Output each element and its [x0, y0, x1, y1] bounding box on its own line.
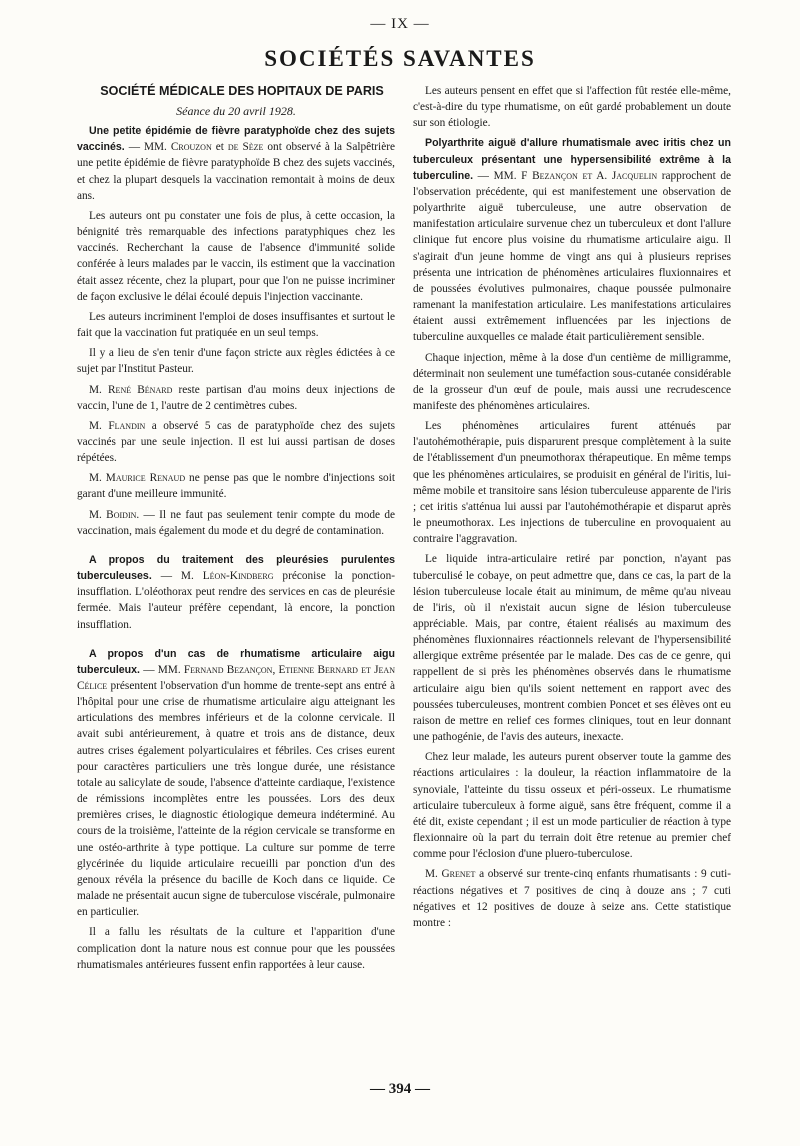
article-3-paragraph-2: Il a fallu les résultats de la culture et l'apparition d'une complication dont la nature nous est connue pour que les poussées rhumatismales antérieures fussent enfin rapportées à leur cause.: [77, 926, 395, 971]
article-4-paragraph-3: Les phénomènes articulaires furent atténués par l'autohémothérapie, puis disparurent presque complètement à la suite de l'établissement d'un pneumothorax thérapeutique. En même temps que les phénomènes articulaires, se produisit en général de l'iritis, lui-même mobile et transitoire sans lésion tuberculeuse apparente de l'iris ; cet iritis s'atténua lui aussi par l'autohémothérapie et disparut après le pneumothorax. Les injections de tuberculine en provoquaient au contraire l'aggravation.: [413, 420, 731, 546]
author-name: de Sèze: [227, 141, 264, 154]
article-1-paragraph-2: Les auteurs ont pu constater une fois de plus, à cette occasion, la bénignité très remarquable des infections paratyphiques chez les vaccinés. Recherchant la cause de l'absence d'immunité solide conférée à leurs malades par le vaccin, ils estiment que la vaccination était assez récente, chez la plupart, pour que l'on ne puisse incriminer de façon exclusive le délai écoulé depuis l'injection vaccinante.: [77, 209, 395, 303]
speaker-name: M. Grenet: [425, 868, 476, 881]
section-title: SOCIÉTÉS SAVANTES: [264, 46, 536, 71]
article-4-paragraph-4: Le liquide intra-articulaire retiré par ponction, n'ayant pas tuberculisé le cobaye, on peut admettre que, dans ce cas, la part de la lésion tuberculeuse locale était au minimum, de même qu'au niveau de l'iris, où il n'existait aucun signe de lésion tuberculeuse appréciable. Mais, par contre, étaient réalisés au maximum des phénomènes fluxionnaires réactionnels relevant de l'hypersensibilité allergique extrême présentée par le malade. Des cas de ce genre, qui rappellent de si près les phénomènes observés dans le rhumatisme articulaire aigu bien qu'ils soient nettement en rapport avec des poussées tuberculeuses, montrent combien Poncet et ses élèves ont eu raison de mettre en relief ces formes cliniques, tout en leur donnant une pathogénie, de l'avis des auteurs, inexacte.: [413, 553, 731, 744]
article-1-paragraph-8: M. Boidin. — Il ne faut pas seulement tenir compte du mode de vaccination, mais également du mode et du degré de contamination.: [77, 508, 396, 537]
article-1-paragraph-6: M. Flandin a observé 5 cas de paratyphoïde chez des sujets vaccinés par une seule injection. Il est lui aussi partisan de doses répétées.: [77, 419, 395, 465]
article-3-paragraph-3: Les auteurs pensent en effet que si l'affection fût restée elle-même, c'est-à-dire du type rhumatisme, on eût gardé probablement un doute sur son étiologie.: [413, 85, 731, 130]
article-1-title: Une petite épidémie de fièvre paratyphoïde chez des sujets vaccinés.: [77, 125, 395, 154]
article-5-paragraph-1: M. Grenet a observé sur trente-cinq enfants rhumatisants : 9 cuti-réactions négatives et 7 positives de cinq à douze ans ; 7 cuti négatives et 12 positives de douze à seize ans. Cette statistique montre :: [413, 868, 732, 929]
article-2-paragraph-1: A propos du traitement des pleurésies purulentes tuberculeuses. — M. Léon-Kindberg préconise la ponction-insufflation. L'oléothorax peut rendre des services en cas de pleurésie fermée. Mais l'auteur préfère cependant, là encore, la ponction insufflation.: [77, 553, 395, 631]
article-1-paragraph-7: M. Maurice Renaud ne pense pas que le nombre d'injections soit garant d'une meilleure immunité.: [77, 472, 395, 501]
speaker-name: M. René Bénard: [89, 383, 173, 396]
page-number: — 394 —: [370, 1081, 430, 1097]
article-3-title: A propos d'un cas de rhumatisme articulaire aigu tuberculeux.: [77, 647, 395, 676]
author-name: Léon-Kindberg: [202, 570, 274, 583]
author-name: Crouzon: [170, 141, 212, 154]
article-4-paragraph-2: Chaque injection, même à la dose d'un centième de milligramme, déterminait non seulement une tuméfaction sous-cutanée considérable de la grosseur d'un œuf de poule, mais aussi une recrudescence manifeste des phénomènes articulaires.: [413, 351, 731, 412]
society-title: SOCIÉTÉ MÉDICALE DES HOPITAUX DE PARIS: [100, 84, 384, 98]
article-1-paragraph-3: Les auteurs incriminent l'emploi de doses insuffisantes et surtout le fait que la vaccination fut pratiquée en un seul temps.: [77, 310, 395, 340]
article-4-title: Polyarthrite aiguë d'allure rhumatismale avec iritis chez un tuberculeux présentant une hypersensibilité extrême à la tuberculine.: [413, 137, 731, 182]
speaker-name: M. Boidin.: [89, 508, 140, 521]
right-column: [413, 83, 731, 931]
speaker-name: M. Maurice Renaud: [89, 472, 186, 485]
article-1-paragraph-5: M. René Bénard reste partisan d'au moins deux injections de vaccin, l'une de 1, l'autre de 2 centimètres cubes.: [77, 383, 395, 412]
article-2-title: A propos du traitement des pleurésies purulentes tuberculeuses.: [77, 553, 395, 583]
author-names: F Bezançon et A. Jacquelin: [521, 169, 658, 182]
article-3-paragraph-1: A propos d'un cas de rhumatisme articulaire aigu tuberculeux. — MM. Fernand Bezançon, Etienne Bernard et Jean Célice présentent l'observation d'un homme de trente-sept ans entré à l'hôpital pour une crise de rhumatisme articulaire aigu atteignant les articulations des membres inférieurs et de la colonne cervicale. Il avait subi antérieurement, à quatre et trois ans de distance, deux autres crises également polyarticulaires et fébriles. Ces crises eurent pour caractères particuliers une très longue durée, une résistance totale au salicylate de soude, l'absence d'atteinte cardiaque, l'existence de rémissions incomplètes entre les poussées. Lors des deux premières crises, le diagnostic étiologique demeura indéterminé. Au cours de la troisième, l'atteinte de la région cervicale se transforme en une ostéo-arthrite à type pottique. La culture sur pomme de terre glycérinée du liquide articulaire recueilli par ponction d'un des genoux révéla la présence du bacille de Koch dans ce liquide. Ce malade ne présentait aucun signe de tuberculose viscérale, pulmonaire en particulier.: [77, 647, 395, 919]
author-names: Fernand Bezançon, Etienne Bernard et Jean Célice: [77, 663, 395, 692]
seance-date: Séance du 20 avril 1928.: [176, 104, 296, 118]
article-1-paragraph-4: Il y a lieu de s'en tenir d'une façon stricte aux règles édictées à ce sujet par l'Institut Pasteur.: [77, 347, 395, 376]
speaker-name: M. Flandin: [89, 419, 146, 432]
article-4-paragraph-5: Chez leur malade, les auteurs purent observer toute la gamme des réactions articulaires : la douleur, la réaction inflammatoire de la synoviale, l'atteinte du tissu osseux et péri-osseux. Le rhumatisme articulaire tuberculeux à forme aiguë, sans être fréquent, comme il a été dit, existe cependant ; il est un mode particulier de réaction à type flexionnaire où la part du terrain doit être retenue au premier chef comme pour l'éclosion d'une pluero-tuberculose.: [413, 751, 731, 861]
article-4-paragraph-1: Polyarthrite aiguë d'allure rhumatismale avec iritis chez un tuberculeux présentant une hypersensibilité extrême à la tuberculine. — MM. F Bezançon et A. Jacquelin rapprochent de l'observation précédente, qui est manifestement une observation de polyarthrite aiguë tuberculeuse, une autre observation de manifestation articulaire survenue chez un tuberculeux et dont l'allure clinique fut encore plus voisine du rhumatisme articulaire aigu. Il s'agirait d'un jeune homme de vingt ans qui à plusieurs reprises présenta une intrication de phénomènes articulaires fluxionnaires et de poussées évolutives pulmonaires, chaque poussée pulmonaire ramenant la manifestation articulaire. Les manifestations articulaires étaient aussi extrêmement influencées par les injections de tuberculine auxquelles ce malade était particulièrement sensible.: [413, 137, 731, 344]
page-header: — IX —: [370, 16, 430, 32]
article-1-paragraph-1: Une petite épidémie de fièvre paratyphoïde chez des sujets vaccinés. — MM. Crouzon et de Sèze ont observé à la Salpêtrière une petite épidémie de fièvre paratyphoïde B chez des sujets vaccinés, et chez la plupart desquels la vaccination remontait à moins de deux ans.: [77, 125, 395, 202]
left-column: [77, 83, 395, 973]
